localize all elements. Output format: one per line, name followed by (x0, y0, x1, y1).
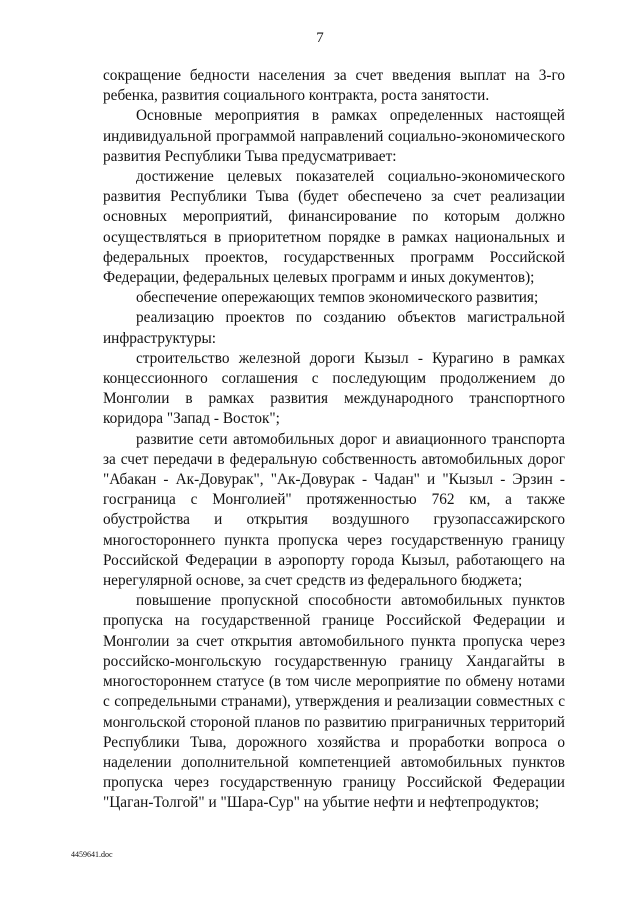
paragraph-border-crossings: повышение пропускной способности автомобильных пунктов пропуска на государственной границе Российской Федерации и Монголии за счет открытия автомобильного пункта пропуска через российско-монгольскую государственную границу Хандагайты в многостороннем статусе (в том числе мероприятие по обмену нотами с сопредельными странами), утверждения и реализации совместных с монгольской стороной планов по развитию приграничных территорий Республики Тыва, дорожного хозяйства и проработки вопроса о наделении дополнительной компетенцией автомобильных пунктов пропуска через государственную границу Российской Федерации "Цаган-Толгой" и "Шара-Сур" на убытие нефти и нефтепродуктов; (103, 592, 565, 812)
paragraph-continuation: сокращение бедности населения за счет введения выплат на 3-го ребенка, развития социального контракта, роста занятости. (103, 67, 565, 105)
document-body (103, 66, 565, 814)
paragraph-target-indicators: достижение целевых показателей социально-экономического развития Республики Тыва (будет обеспечено за счет реализации основных мероприятий, финансирование по которым должно осуществляться в приоритетном порядке в рамках национальных и федеральных проектов, государственных программ Российской Федерации, федеральных целевых программ и иных документов); (103, 168, 565, 287)
paragraph-intro: Основные мероприятия в рамках определенных настоящей индивидуальной программой направлений социально-экономического развития Республики Тыва предусматривает: (103, 107, 565, 165)
paragraph-roads-aviation: развитие сети автомобильных дорог и авиационного транспорта за счет передачи в федеральную собственность автомобильных дорог "Абакан - Ак-Довурак", "Ак-Довурак - Чадан" и "Кызыл - Эрзин - госграница с Монголией" протяженностью 762 км, а также обустройства и открытия воздушного грузопассажирского многостороннего пункта пропуска через государственную границу Российской Федерации в аэропорту города Кызыл, работающего на нерегулярной основе, за счет средств из федерального бюджета; (103, 430, 565, 590)
footer-document-code: 4459641.doc (71, 850, 113, 859)
paragraph-economic-growth: обеспечение опережающих темпов экономического развития; (136, 289, 539, 307)
page-number: 7 (316, 30, 324, 46)
paragraph-infrastructure: реализацию проектов по созданию объектов магистральной инфраструктуры: (103, 309, 565, 347)
paragraph-railway: строительство железной дороги Кызыл - Курагино в рамках концессионного соглашения с последующим продолжением до Монголии в рамках развития международного транспортного коридора "Запад - Восток"; (103, 349, 565, 428)
